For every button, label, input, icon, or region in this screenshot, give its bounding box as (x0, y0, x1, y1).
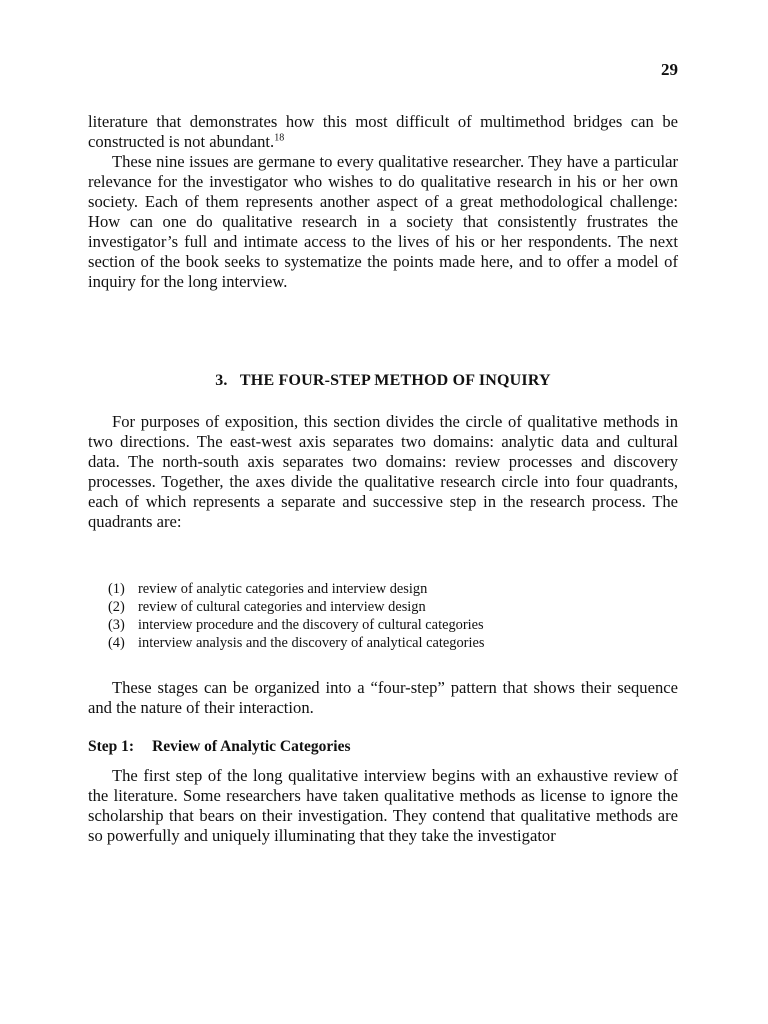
step1-text-block (88, 766, 678, 846)
paragraph-continuation (88, 112, 678, 152)
section-heading: 3. THE FOUR-STEP METHOD OF INQUIRY (215, 372, 551, 389)
quadrant-list (108, 580, 668, 652)
exposition-text-block (88, 412, 678, 532)
list-item (108, 598, 668, 616)
step-label: Step 1: (88, 738, 135, 755)
list-item-text: interview analysis and the discovery of analytical categories (138, 635, 485, 651)
list-item-text: review of cultural categories and interview design (138, 599, 426, 615)
list-item-number: (2) (108, 599, 125, 615)
list-item-number: (4) (108, 635, 125, 651)
page-number: 29 (661, 60, 678, 79)
footnote-marker: 18 (274, 132, 285, 144)
list-item (108, 634, 668, 652)
paragraph-step1: The first step of the long qualitative interview begins with an exhaustive review of the literature. Some researchers have taken qualitative methods as license to ignore the scholarship that bears on their investigation. They contend that qualitative methods are so powerfully and uniquely illuminating that they take the investigator (88, 766, 678, 845)
stages-text-block (88, 678, 678, 718)
list-item-number: (1) (108, 581, 125, 597)
paragraph-nine-issues: These nine issues are germane to every qualitative researcher. They have a particular relevance for the investigator who wishes to do qualitative research in his or her own society. Each of them represents another aspect of a great methodological challenge: How can one do qualitative research in a society that consistently frustrates the investigator’s full and intimate access to the lives of his or her respondents. The next section of the book seeks to systematize the points made here, and to offer a model of inquiry for the long interview. (88, 152, 678, 291)
list-item-text: review of analytic categories and interview design (138, 581, 428, 597)
list-item-text: interview procedure and the discovery of cultural categories (138, 617, 484, 633)
step-title: Review of Analytic Categories (152, 738, 351, 755)
list-item (108, 580, 668, 598)
paragraph-continuation-text: literature that demonstrates how this most difficult of multimethod bridges can be constructed is not abundant. (88, 112, 678, 151)
opening-text-block (88, 112, 678, 292)
paragraph-stages: These stages can be organized into a “four-step” pattern that shows their sequence and the nature of their interaction. (88, 678, 678, 717)
list-item-number: (3) (108, 617, 125, 633)
step-heading (88, 738, 351, 756)
paragraph-exposition: For purposes of exposition, this section divides the circle of qualitative methods in two directions. The east-west axis separates two domains: analytic data and cultural data. The north-south axis separates two domains: review processes and discovery processes. Together, the axes divide the qualitative research circle into four quadrants, each of which represents a separate and successive step in the research process. The quadrants are: (88, 412, 678, 531)
list-item (108, 616, 668, 634)
